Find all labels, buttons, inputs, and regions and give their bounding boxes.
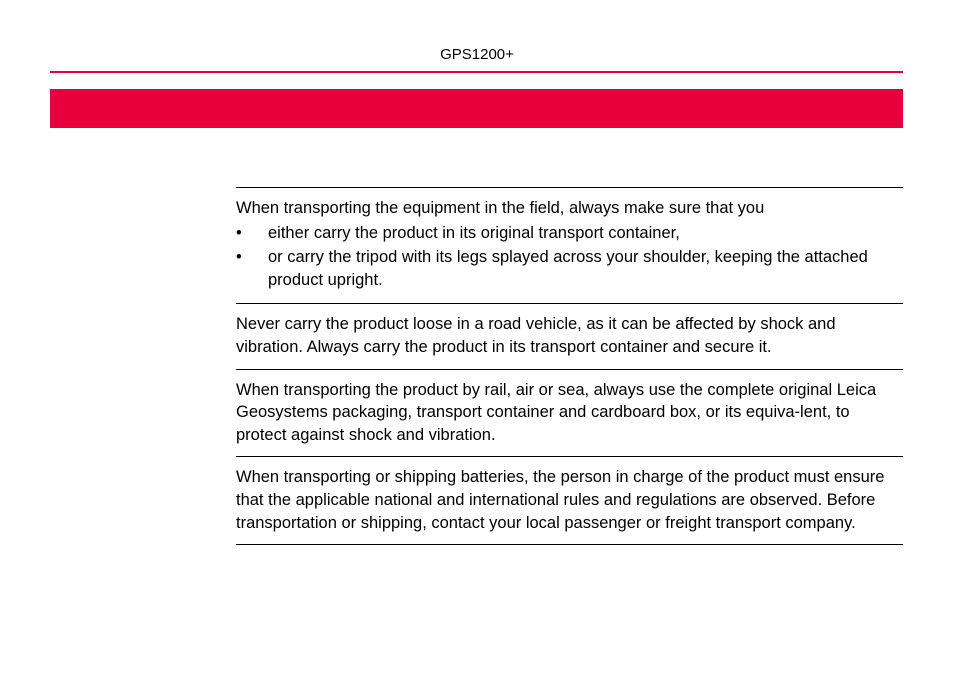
list-item-text: or carry the tripod with its legs splayed across your shoulder, keeping the attached product upright. [268, 248, 868, 289]
field-transport-intro: When transporting the equipment in the field, always make sure that you [236, 199, 765, 217]
list-item [236, 246, 903, 291]
list-item-text: either carry the product in its original transport container, [268, 223, 680, 242]
header-divider [50, 71, 903, 73]
road-vehicle-section [236, 303, 903, 368]
road-vehicle-text: Never carry the product loose in a road vehicle, as it can be affected by shock and vibration. Always carry the product in its transport container and secure it. [236, 315, 836, 356]
transport-guidelines [236, 187, 903, 545]
list-item [236, 222, 903, 245]
bullet-icon: • [236, 223, 242, 242]
batteries-text: When transporting or shipping batteries, the person in charge of the product must ensure that the applicable national and international rules and regulations are observed. Before transportation or shipping, contact your local passenger or freight transport company. [236, 468, 885, 532]
field-transport-section [236, 187, 903, 303]
batteries-section [236, 456, 903, 545]
shipping-section [236, 369, 903, 457]
field-transport-list [236, 222, 903, 292]
page-header-title: GPS1200+ [440, 46, 514, 63]
section-title-bar [50, 89, 903, 128]
bullet-icon: • [236, 248, 242, 267]
shipping-text: When transporting the product by rail, air or sea, always use the complete original Leica Geosystems packaging, transport container and cardboard box, or its equiva-lent, to protect against shock and vibration. [236, 380, 877, 444]
